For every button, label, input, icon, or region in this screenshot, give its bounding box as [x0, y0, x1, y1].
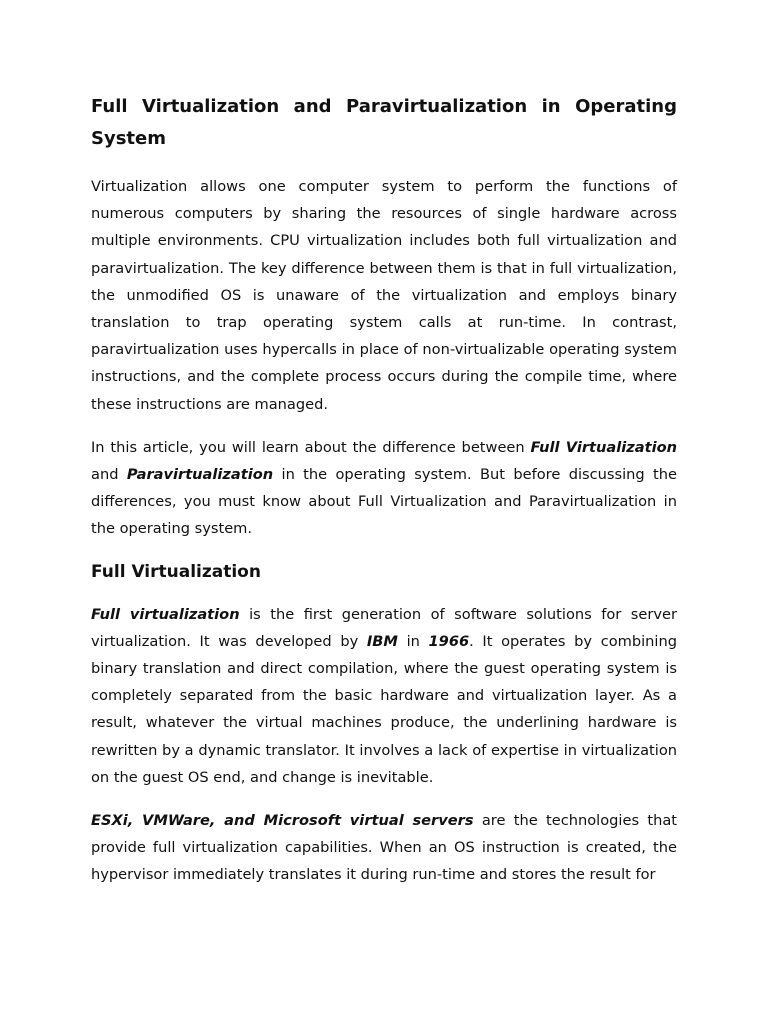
fv-p1-emphasis-year: 1966	[428, 632, 470, 650]
intro-p2-emphasis-full-virtualization: Full Virtualization	[530, 438, 677, 456]
full-virtualization-paragraph-2	[91, 807, 677, 889]
fv-p1-emphasis-full-virtualization: Full virtualization	[91, 605, 240, 623]
fv-p2-text-1: are the technologies that provide full virtualization capabilities. When an OS instruction is created, the hypervisor immediately translates it during run-time and stores the result for	[91, 812, 678, 884]
section-heading-full-virtualization: Full Virtualization	[91, 561, 261, 582]
intro-p2-text-1: In this article, you will learn about the difference between	[91, 438, 531, 456]
document-title: Full Virtualization and Paravirtualization in Operating System	[91, 96, 677, 149]
fv-p1-text-2: in	[397, 632, 429, 650]
fv-p1-text-3: . It operates by combining binary translation and direct compilation, where the guest operating system is completely separated from the basic hardware and virtualization layer. As a result, whatever the virtual machines produce, the underlining hardware is rewritten by a dynamic translator. It involves a lack of expertise in virtualization on the guest OS end, and change is inevitable.	[91, 632, 677, 786]
intro-p2-emphasis-paravirtualization: Paravirtualization	[126, 466, 274, 484]
intro-paragraph-2	[91, 434, 677, 543]
fv-p1-emphasis-ibm: IBM	[366, 632, 398, 650]
document-page	[91, 91, 677, 905]
intro-p2-text-2: and	[91, 466, 127, 484]
intro-paragraph-1: Virtualization allows one computer system to perform the functions of numerous computers by sharing the resources of single hardware across multiple environments. CPU virtualization includes both full virtualization and paravirtualization. The key difference between them is that in full virtualization, the unmodified OS is unaware of the virtualization and employs binary translation to trap operating system calls at run-time. In contrast, paravirtualization uses hypercalls in place of non-virtualizable operating system instructions, and the complete process occurs during the compile time, where these instructions are managed.	[91, 178, 677, 413]
intro-p2-text-3: in the operating system. But before discussing the differences, you must know about Full Virtualization and Paravirtualization in the operating system.	[91, 466, 677, 538]
fv-p1-text-1: is the first generation of software solutions for server virtualization. It was developed by	[91, 605, 677, 650]
fv-p2-emphasis-technologies: ESXi, VMWare, and Microsoft virtual servers	[91, 812, 474, 830]
full-virtualization-paragraph-1	[91, 601, 677, 791]
